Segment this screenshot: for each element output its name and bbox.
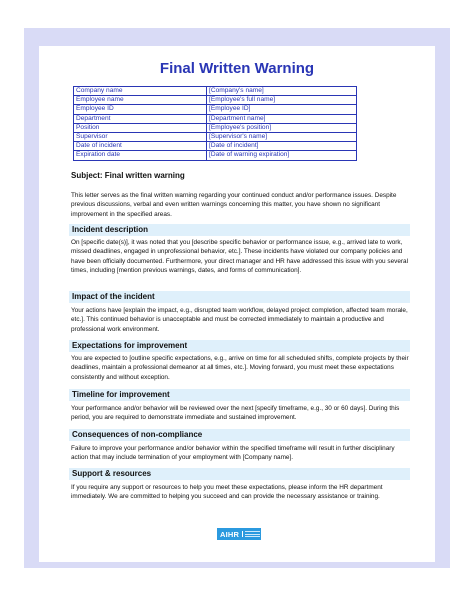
table-row bbox=[74, 133, 357, 142]
info-value: [Employee's full name] bbox=[207, 96, 357, 105]
subject-line: Subject: Final written warning bbox=[71, 171, 185, 180]
info-value: [Employee's position] bbox=[207, 123, 357, 132]
info-label: Employee name bbox=[74, 96, 207, 105]
table-row bbox=[74, 123, 357, 132]
section-heading-timeline: Timeline for improvement bbox=[69, 389, 410, 401]
table-row bbox=[74, 114, 357, 123]
section-heading-support: Support & resources bbox=[69, 468, 410, 480]
section-heading-incident-description: Incident description bbox=[69, 224, 410, 236]
section-heading-expectations: Expectations for improvement bbox=[69, 340, 410, 352]
info-label: Position bbox=[74, 123, 207, 132]
info-label: Company name bbox=[74, 87, 207, 96]
logo-text: AIHR bbox=[220, 529, 240, 539]
info-value: [Company's name] bbox=[207, 87, 357, 96]
logo-lines-icon bbox=[242, 531, 260, 537]
info-value: [Employee ID] bbox=[207, 105, 357, 114]
table-row bbox=[74, 142, 357, 151]
section-body-timeline: Your performance and/or behavior will be reviewed over the next [specify timeframe, e.g., 30 or 60 days]. During this period, you are required to demonstrate immediate and sustained improvement. bbox=[71, 405, 400, 422]
info-label: Supervisor bbox=[74, 133, 207, 142]
section-body-incident-description: On [specific date(s)], it was noted that you [describe specific behavior or performance issue, e.g., arrived late to work, missed deadlines, engaged in unprofessional behavior, etc.]. These incidents have violated our company policies and have been officially documented. Furthermore, your direct manager and HR have addressed this issue with you several times, including [mention previous warnings, dates, and forms of communication]. bbox=[71, 239, 408, 274]
info-value: [Date of warning expiration] bbox=[207, 151, 357, 160]
info-value: [Date of incident] bbox=[207, 142, 357, 151]
section-body-impact: Your actions have [explain the impact, e.g., disrupted team workflow, delayed project completion, affected team morale, etc.]. This continued behavior is unacceptable and must be corrected immediately to maintain a productive and professional work environment. bbox=[71, 307, 408, 333]
info-label: Department bbox=[74, 114, 207, 123]
info-label: Expiration date bbox=[74, 151, 207, 160]
section-heading-consequences: Consequences of non-compliance bbox=[69, 429, 410, 441]
section-body-expectations: You are expected to [outline specific expectations, e.g., arrive on time for all scheduled shifts, complete projects by their deadlines, maintain a professional demeanor at all times, etc.]. Moving forward, you must meet these expectations consistently and without exception. bbox=[71, 355, 409, 381]
document-title: Final Written Warning bbox=[159, 60, 315, 77]
document-page bbox=[39, 46, 435, 562]
intro-paragraph: This letter serves as the final written warning regarding your continued conduct and/or performance issues. Despite previous discussions, verbal and even written warnings concerning this matter, you have shown no significant improvement in the specified areas. bbox=[71, 192, 397, 218]
section-body-support: If you require any support or resources to help you meet these expectations, please inform the HR department immediately. We are committed to helping you succeed and can provide the necessary assistance or training. bbox=[71, 484, 383, 501]
table-row bbox=[74, 87, 357, 96]
table-row bbox=[74, 151, 357, 160]
table-row bbox=[74, 96, 357, 105]
employee-info-table bbox=[73, 86, 357, 161]
info-label: Employee ID bbox=[74, 105, 207, 114]
section-heading-impact: Impact of the incident bbox=[69, 291, 410, 303]
info-value: [Department name] bbox=[207, 114, 357, 123]
aihr-logo bbox=[217, 528, 261, 540]
info-value: [Supervisor's name] bbox=[207, 133, 357, 142]
table-row bbox=[74, 105, 357, 114]
info-label: Date of incident bbox=[74, 142, 207, 151]
section-body-consequences: Failure to improve your performance and/or behavior within the specified timeframe will result in further disciplinary action that may include termination of your employment with [Company name]. bbox=[71, 445, 395, 462]
